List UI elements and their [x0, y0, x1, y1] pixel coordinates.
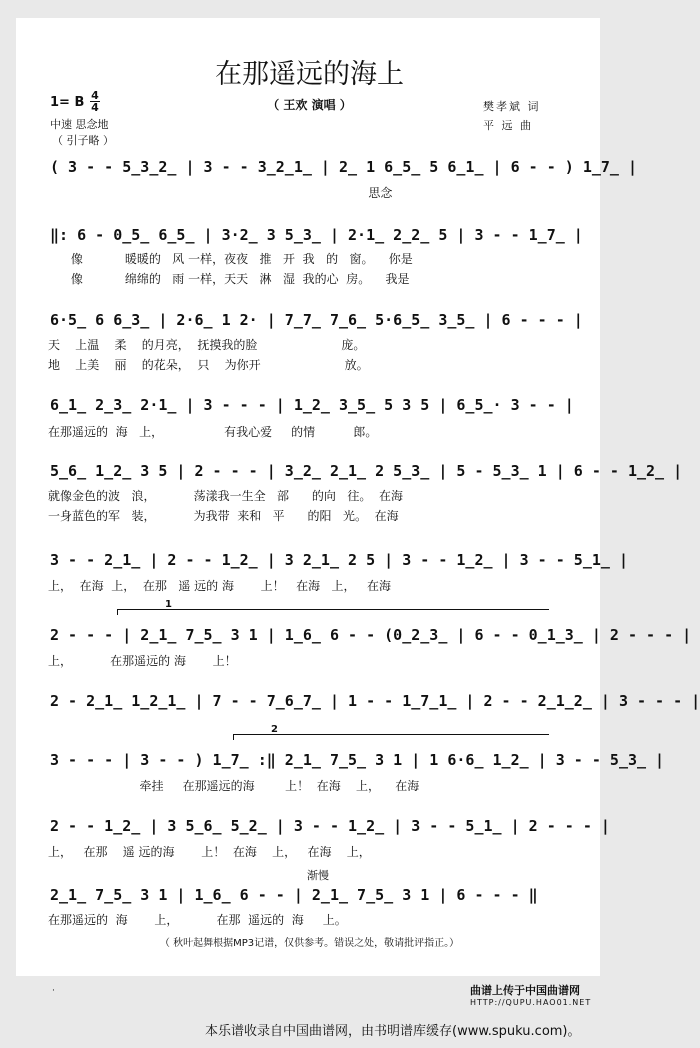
score-row-10: 2 - - 1̲2̲ | 3 5̲6̲ 5̲2̲ | 3 - - 1̲2̲ | 3 - - 5̲1̲ | 2 - - - | — [50, 817, 610, 835]
first-ending-number: 1 — [165, 599, 172, 610]
intro-note: （ 引子略 ） — [52, 134, 114, 147]
score-row-3: 6·5̲ 6 6̲3̲ | 2·6̲ 1 2· | 7̲7̲ 7̲6̲ 5·6̲5̲ 3̲5̲ | 6 - - - | — [50, 311, 583, 329]
time-signature — [90, 90, 100, 113]
score-row-9: 3 - - - | 3 - - ) 1̲7̲ :‖ 2̲1̲ 7̲5̲ 3 1 | 1 6·6̲ 1̲2̲ | 3 - - 5̲3̲ | — [50, 751, 665, 769]
lyric-row-3-verse-2: 地 上美 丽 的花朵， 只 为你开 放。 — [48, 358, 369, 372]
ritardando-mark: 渐慢 — [307, 869, 329, 882]
lyric-row-7: 上， 在那遥远的 海 上！ — [48, 654, 237, 668]
performer-credit: （ 王欢 演唱 ） — [267, 98, 352, 112]
score-row-6: 3 - - 2̲1̲ | 2 - - 1̲2̲ | 3 2̲1̲ 2 5 | 3 - - 1̲2̲ | 3 - - 5̲1̲ | — [50, 551, 628, 569]
upload-url: HTTP://QUPU.HAO01.NET — [470, 998, 592, 1007]
time-signature-top: 4 — [91, 89, 99, 102]
key-signature: 1= B — [50, 95, 85, 110]
first-ending-tick — [117, 609, 118, 615]
second-ending-tick — [233, 734, 234, 740]
lyric-row-5-verse-1: 就像金色的波 浪， 荡漾我一生全 部 的向 往。 在海 — [48, 489, 403, 503]
lyric-row-9: 牵挂 在那遥远的海 上！ 在海 上， 在海 — [48, 779, 420, 793]
lyric-row-2-verse-2: 像 绵绵的 雨 一样，天天 淋 湿 我的心 房。 我是 — [48, 272, 410, 286]
composer-credit: 平 远 曲 — [483, 119, 533, 132]
lyric-row-1: 思念 — [48, 186, 393, 200]
tempo-expression: 中速 思念地 — [50, 118, 109, 131]
lyric-row-3-verse-1: 天 上温 柔 的月亮， 抚摸我的脸 庞。 — [48, 338, 366, 352]
corner-mark: · — [52, 986, 55, 996]
score-row-11: 2̲1̲ 7̲5̲ 3 1 | 1̲6̲ 6 - - | 2̲1̲ 7̲5̲ 3 1 | 6 - - - ‖ — [50, 886, 538, 904]
score-row-1: ( 3 - - 5̲3̲2̲ | 3 - - 3̲2̲1̲ | 2̲ 1 6̲5̲ 5 6̲1̲ | 6 - - ) 1̲7̲ | — [50, 158, 637, 176]
song-title: 在那遥远的海上 — [215, 59, 404, 90]
time-signature-bottom: 4 — [91, 101, 99, 114]
second-ending-bracket — [233, 734, 549, 735]
source-credit: 本乐谱收录自中国曲谱网，由书明谱库缓存(www.spuku.com)。 — [205, 1024, 581, 1039]
lyric-row-2-verse-1: 像 暖暖的 风 一样，夜夜 推 开 我 的 窗。 你是 — [48, 252, 413, 266]
lyric-row-11: 在那遥远的 海 上， 在那 遥远的 海 上。 — [48, 913, 347, 927]
transcription-note: （ 秋叶起舞根据MP3记谱，仅供参考。错误之处，敬请批评指正。） — [159, 938, 460, 949]
score-row-5: 5̲6̲ 1̲2̲ 3 5 | 2 - - - | 3̲2̲ 2̲1̲ 2 5̲3̲ | 5 - 5̲3̲ 1 | 6 - - 1̲2̲ | — [50, 462, 683, 480]
score-row-7: 2 - - - | 2̲1̲ 7̲5̲ 3 1 | 1̲6̲ 6 - - (0̲2̲3̲ | 6 - - 0̲1̲3̲ | 2 - - - | — [50, 626, 692, 644]
score-row-8: 2 - 2̲1̲ 1̲2̲1̲ | 7 - - 7̲6̲7̲ | 1 - - 1̲7̲1̲ | 2 - - 2̲1̲2̲ | 3 - - - | — [50, 692, 700, 710]
lyricist-credit: 樊孝斌 词 — [483, 100, 541, 113]
lyric-row-4: 在那遥远的 海 上， 有我心爱 的情 郎。 — [48, 425, 378, 439]
first-ending-bracket — [117, 609, 549, 610]
lyric-row-5-verse-2: 一身蓝色的军 装， 为我带 来和 平 的阳 光。 在海 — [48, 509, 399, 523]
score-row-4: 6̲1̲ 2̲3̲ 2·1̲ | 3 - - - | 1̲2̲ 3̲5̲ 5 3 5 | 6̲5̲· 3 - - | — [50, 396, 574, 414]
second-ending-number: 2 — [271, 724, 278, 735]
lyric-row-6: 上， 在海 上， 在那 遥 远的 海 上！ 在海 上， 在海 — [48, 579, 391, 593]
upload-credit: 曲谱上传于中国曲谱网 — [470, 984, 580, 997]
score-row-2: ‖: 6 - 0̲5̲ 6̲5̲ | 3·2̲ 3 5̲3̲ | 2·1̲ 2̲2̲ 5 | 3 - - 1̲7̲ | — [50, 226, 583, 244]
lyric-row-10: 上， 在那 遥 远的海 上！ 在海 上， 在海 上， — [48, 845, 371, 859]
